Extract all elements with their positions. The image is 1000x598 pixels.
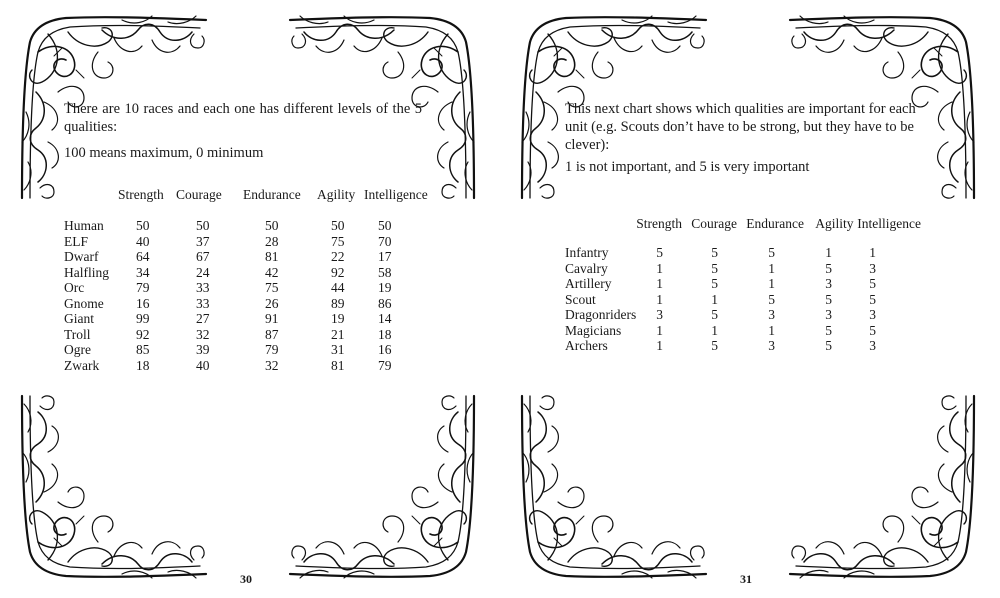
table-cell: 22 bbox=[331, 249, 345, 264]
table-row bbox=[565, 276, 927, 292]
units-table bbox=[565, 216, 927, 354]
table-cell: 32 bbox=[196, 326, 210, 342]
table-row bbox=[64, 280, 434, 296]
table-cell: 50 bbox=[265, 218, 279, 233]
column-header: Courage bbox=[691, 216, 737, 231]
table-cell: 5 bbox=[711, 260, 718, 276]
table-cell: 89 bbox=[331, 295, 345, 311]
table-row bbox=[565, 338, 927, 354]
table-cell: 44 bbox=[331, 280, 345, 295]
table-row bbox=[565, 323, 927, 339]
table-cell: 26 bbox=[265, 295, 279, 311]
table-cell: 75 bbox=[331, 233, 345, 249]
row-label: Dwarf bbox=[64, 249, 99, 264]
table-cell: 5 bbox=[711, 307, 718, 322]
races-table bbox=[64, 187, 434, 373]
column-header: Agility bbox=[317, 187, 356, 202]
table-cell: 1 bbox=[656, 276, 663, 291]
table-cell: 5 bbox=[825, 291, 832, 307]
row-label: Ogre bbox=[64, 342, 91, 357]
table-row bbox=[565, 245, 927, 261]
table-cell: 5 bbox=[869, 322, 876, 338]
table-cell: 1 bbox=[656, 291, 663, 307]
table-row bbox=[64, 296, 434, 312]
table-cell: 18 bbox=[136, 357, 150, 373]
table-row bbox=[64, 311, 434, 327]
row-label: Zwark bbox=[64, 357, 100, 373]
table-row bbox=[565, 292, 927, 308]
table-cell: 19 bbox=[378, 280, 392, 295]
table-cell: 27 bbox=[196, 311, 210, 326]
table-cell: 85 bbox=[136, 342, 150, 357]
table-cell: 91 bbox=[265, 311, 279, 326]
row-label: Orc bbox=[64, 280, 85, 295]
table-cell: 1 bbox=[768, 260, 775, 276]
table-row bbox=[64, 234, 434, 250]
table-cell: 3 bbox=[869, 338, 876, 353]
ornament-corner bbox=[788, 392, 978, 582]
table-row bbox=[64, 327, 434, 343]
table-cell: 1 bbox=[656, 322, 663, 338]
table-row bbox=[64, 342, 434, 358]
row-label: Artillery bbox=[565, 276, 612, 291]
table-cell: 1 bbox=[656, 338, 663, 353]
table-cell: 5 bbox=[869, 276, 876, 291]
table-cell: 3 bbox=[869, 307, 876, 322]
table-cell: 40 bbox=[136, 233, 150, 249]
table-row bbox=[565, 307, 927, 323]
column-header: Intelligence bbox=[364, 187, 428, 202]
row-label: Infantry bbox=[565, 245, 609, 260]
table-cell: 50 bbox=[196, 218, 210, 233]
table-cell: 40 bbox=[196, 357, 210, 373]
table-cell: 39 bbox=[196, 342, 210, 357]
table-cell: 1 bbox=[711, 322, 718, 338]
table-cell: 92 bbox=[136, 326, 150, 342]
table-cell: 33 bbox=[196, 295, 210, 311]
column-header: Endurance bbox=[746, 216, 804, 231]
table-cell: 70 bbox=[378, 233, 392, 249]
table-cell: 3 bbox=[825, 307, 832, 322]
table-header-row bbox=[565, 216, 927, 245]
left-scale-note: 100 means maximum, 0 minimum bbox=[64, 145, 264, 161]
table-cell: 5 bbox=[711, 245, 718, 260]
table-cell: 58 bbox=[378, 264, 392, 280]
column-header: Endurance bbox=[243, 187, 301, 202]
table-row bbox=[64, 249, 434, 265]
table-cell: 67 bbox=[196, 249, 210, 264]
right-page bbox=[500, 0, 1000, 598]
table-cell: 1 bbox=[656, 260, 663, 276]
table-cell: 5 bbox=[825, 260, 832, 276]
table-cell: 79 bbox=[136, 280, 150, 295]
right-scale-note: 1 is not important, and 5 is very important bbox=[565, 159, 810, 175]
table-cell: 16 bbox=[136, 295, 150, 311]
table-cell: 3 bbox=[656, 307, 663, 322]
table-cell: 31 bbox=[331, 342, 345, 357]
column-header: Intelligence bbox=[857, 216, 921, 231]
table-cell: 81 bbox=[331, 357, 345, 373]
ornament-corner bbox=[518, 392, 708, 582]
table-cell: 14 bbox=[378, 311, 392, 326]
table-cell: 24 bbox=[196, 264, 210, 280]
table-cell: 32 bbox=[265, 357, 279, 373]
table-row bbox=[64, 218, 434, 234]
row-label: Giant bbox=[64, 311, 94, 326]
row-label: Dragonriders bbox=[565, 307, 637, 322]
table-cell: 50 bbox=[136, 218, 150, 233]
table-cell: 5 bbox=[711, 338, 718, 353]
row-label: Gnome bbox=[64, 295, 104, 311]
table-cell: 21 bbox=[331, 326, 345, 342]
table-cell: 3 bbox=[768, 338, 775, 353]
table-cell: 17 bbox=[378, 249, 392, 264]
page-number: 31 bbox=[740, 572, 752, 586]
table-cell: 99 bbox=[136, 311, 150, 326]
table-cell: 3 bbox=[825, 276, 832, 291]
table-cell: 1 bbox=[869, 245, 876, 260]
right-intro-text: This next chart shows which qualities are important for each unit (e.g. Scouts don’t have to be strong, but they have to be clever): bbox=[565, 101, 916, 153]
page-number: 30 bbox=[240, 572, 252, 586]
table-cell: 64 bbox=[136, 249, 150, 264]
table-cell: 16 bbox=[378, 342, 392, 357]
table-row bbox=[64, 265, 434, 281]
table-cell: 81 bbox=[265, 249, 279, 264]
table-cell: 75 bbox=[265, 280, 279, 295]
table-cell: 5 bbox=[711, 276, 718, 291]
table-cell: 5 bbox=[768, 245, 775, 260]
table-cell: 92 bbox=[331, 264, 345, 280]
row-label: Archers bbox=[565, 338, 608, 353]
table-cell: 33 bbox=[196, 280, 210, 295]
table-cell: 5 bbox=[825, 322, 832, 338]
row-label: Magicians bbox=[565, 322, 622, 338]
table-cell: 87 bbox=[265, 326, 279, 342]
table-cell: 5 bbox=[768, 291, 775, 307]
row-label: Cavalry bbox=[565, 260, 608, 276]
table-row bbox=[64, 358, 434, 374]
table-cell: 5 bbox=[825, 338, 832, 353]
table-cell: 19 bbox=[331, 311, 345, 326]
table-cell: 1 bbox=[768, 276, 775, 291]
column-header: Strength bbox=[636, 216, 682, 231]
table-cell: 86 bbox=[378, 295, 392, 311]
table-cell: 5 bbox=[869, 291, 876, 307]
table-cell: 18 bbox=[378, 326, 392, 342]
row-label: Scout bbox=[565, 291, 596, 307]
table-cell: 1 bbox=[711, 291, 718, 307]
ornament-corner bbox=[288, 392, 478, 582]
table-cell: 37 bbox=[196, 233, 210, 249]
table-cell: 3 bbox=[869, 260, 876, 276]
table-cell: 42 bbox=[265, 264, 279, 280]
table-cell: 50 bbox=[331, 218, 345, 233]
table-cell: 5 bbox=[656, 245, 663, 260]
table-cell: 1 bbox=[768, 322, 775, 338]
row-label: ELF bbox=[64, 233, 89, 249]
row-label: Halfling bbox=[64, 264, 109, 280]
table-row bbox=[565, 261, 927, 277]
table-cell: 79 bbox=[265, 342, 279, 357]
table-header-row bbox=[64, 187, 434, 218]
table-cell: 79 bbox=[378, 357, 392, 373]
row-label: Troll bbox=[64, 326, 91, 342]
row-label: Human bbox=[64, 218, 104, 233]
column-header: Agility bbox=[815, 216, 854, 231]
table-cell: 28 bbox=[265, 233, 279, 249]
table-cell: 3 bbox=[768, 307, 775, 322]
ornament-corner bbox=[18, 392, 208, 582]
table-cell: 50 bbox=[378, 218, 392, 233]
left-intro-text: There are 10 races and each one has different levels of the 5 qualities: bbox=[64, 101, 422, 135]
table-cell: 1 bbox=[825, 245, 832, 260]
table-cell: 34 bbox=[136, 264, 150, 280]
column-header: Courage bbox=[176, 187, 222, 202]
column-header: Strength bbox=[118, 187, 164, 202]
